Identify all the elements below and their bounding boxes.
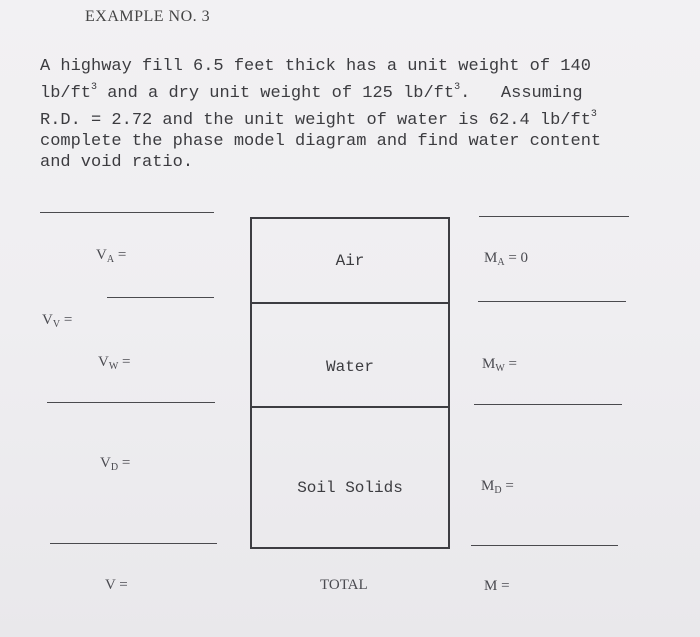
- water-phase-label: Water: [325, 358, 374, 376]
- problem-line-5: and void ratio.: [40, 153, 194, 172]
- volume-solids-label: $V_D$ =: [100, 455, 131, 473]
- blank-line-vd-bottom: [50, 543, 217, 544]
- volume-water-label: $V_W$ =: [98, 354, 131, 372]
- mass-solids-label: $M_D$ =: [481, 478, 514, 496]
- blank-line-vv-bottom: [47, 402, 215, 403]
- volume-voids-label: $V_V$ =: [42, 312, 73, 330]
- assuming-text: . Assuming: [460, 84, 583, 103]
- mass-air-label: $M_A = 0$: [484, 250, 529, 268]
- blank-line-mw-bottom: [474, 404, 622, 405]
- exponent: 3: [590, 109, 597, 120]
- unit-text: lb/ft: [40, 84, 92, 103]
- problem-line-3: [40, 104, 652, 131]
- rd-text: R.D. = 2.72 and the unit weight of water is 62.4 lb/ft: [40, 111, 591, 130]
- blank-line-md-bottom: [471, 545, 618, 546]
- air-water-divider: [252, 302, 448, 304]
- total-label: TOTAL: [320, 577, 368, 593]
- problem-line-2: [40, 77, 652, 104]
- volume-air-label: $V_A$ =: [96, 247, 127, 265]
- problem-statement: [40, 56, 652, 173]
- blank-line-va-bottom: [107, 297, 214, 298]
- soil-solids-phase-label: Soil Solids: [297, 479, 403, 497]
- exponent: 3: [454, 82, 461, 93]
- exponent: 3: [91, 82, 98, 93]
- volume-total-label: V =: [105, 577, 128, 593]
- mass-total-label: M =: [484, 578, 510, 594]
- problem-line-1: A highway fill 6.5 feet thick has a unit weight of 140: [40, 57, 591, 76]
- problem-line-4: complete the phase model diagram and find water content: [40, 132, 602, 151]
- blank-line-ma-top: [479, 216, 629, 217]
- blank-line-vv-top: [40, 212, 214, 213]
- mass-water-label: $M_W$ =: [482, 356, 518, 374]
- phase-diagram: [250, 217, 450, 549]
- air-phase-label: Air: [335, 252, 365, 270]
- water-solids-divider: [252, 406, 448, 408]
- blank-line-ma-bottom: [478, 301, 626, 302]
- dry-unit-text: and a dry unit weight of 125 lb/ft: [97, 84, 455, 103]
- example-title: EXAMPLE NO. 3: [85, 8, 211, 25]
